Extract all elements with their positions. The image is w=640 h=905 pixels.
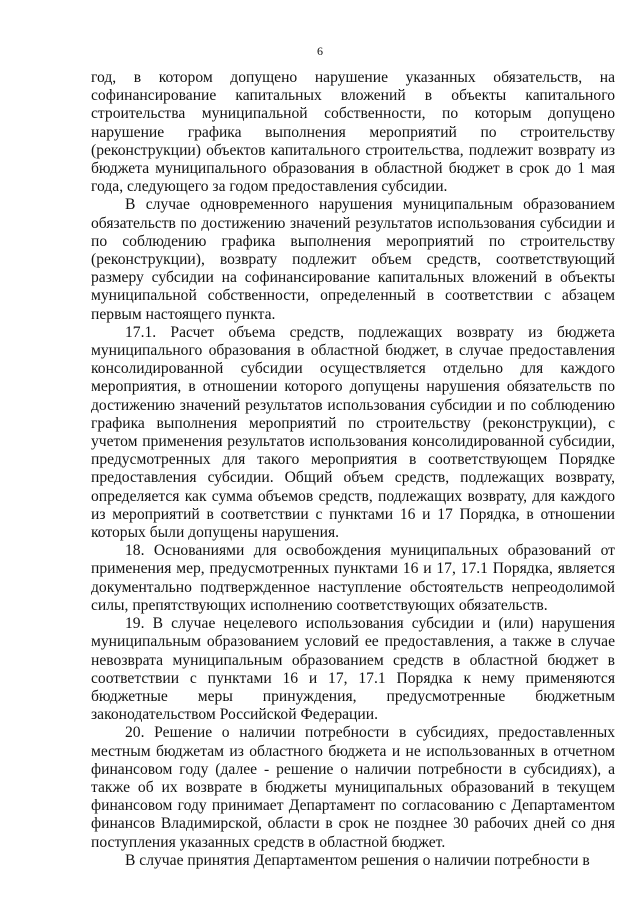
page-number: 6: [317, 44, 323, 58]
document-body: [91, 69, 615, 870]
paragraph-trailing: В случае принятия Департаментом решения о наличии потребности в: [125, 851, 590, 869]
paragraph-clause-17-1: 17.1. Расчет объема средств, подлежащих возврату из бюджета муниципального образования в областной бюджет, в случае предоставления консолидированной субсидии осуществляется отдельно для каждого мероприятия, в отношении которого допущены нарушения обязательств по достижению значений результатов использования субсидии и по соблюдению графика выполнения мероприятий по строительству (реконструкции), с учетом применения результатов использования консолидированной субсидии, предусмотренных для такого мероприятия в соответствующем Порядке предоставления субсидии. Общий объем средств, подлежащих возврату, определяется как сумма объемов средств, подлежащих возврату, для каждого из мероприятий в соответствии с пунктами 16 и 17 Порядка, в отношении которых были допущены нарушения.: [91, 323, 615, 542]
paragraph-clause-20: 20. Решение о наличии потребности в субсидиях, предоставленных местным бюджетам из областного бюджета и не использованных в отчетном финансовом году (далее - решение о наличии потребности в субсидиях), а также об их возврате в бюджеты муниципальных образований в текущем финансовом году принимает Департамент по согласованию с Департаментом финансов Владимирской, области в срок не позднее 30 рабочих дней со дня поступления указанных средств в областной бюджет.: [91, 724, 615, 851]
paragraph-clause-19: 19. В случае нецелевого использования субсидии и (или) нарушения муниципальным образованием условий ее предоставления, а также в случае невозврата муниципальным образованием средств в областной бюджет в соответствии с пунктами 16 и 17, 17.1 Порядка к нему применяются бюджетные меры принуждения, предусмотренные бюджетным законодательством Российской Федерации.: [91, 615, 615, 724]
paragraph-simultaneous-violation: В случае одновременного нарушения муниципальным образованием обязательств по достижению значений результатов использования субсидии и по соблюдению графика выполнения мероприятий по строительству (реконструкции), возврату подлежит объем средств, соответствующий размеру субсидии на софинансирование капитальных вложений в объекты муниципальной собственности, определенный в соответствии с абзацем первым настоящего пункта.: [91, 196, 615, 323]
paragraph-clause-18: 18. Основаниями для освобождения муниципальных образований от применения мер, предусмотренных пунктами 16 и 17, 17.1 Порядка, является документально подтвержденное наступление обстоятельств непреодолимой силы, препятствующих исполнению соответствующих обязательств.: [91, 542, 615, 614]
paragraph-continuation: год, в котором допущено нарушение указанных обязательств, на софинансирование капитальных вложений в объекты капитального строительства муниципальной собственности, по которым допущено нарушение графика выполнения мероприятий по строительству (реконструкции) объектов капитального строительства, подлежит возврату из бюджета муниципального образования в областной бюджет в срок до 1 мая года, следующего за годом предоставления субсидии.: [91, 69, 615, 196]
